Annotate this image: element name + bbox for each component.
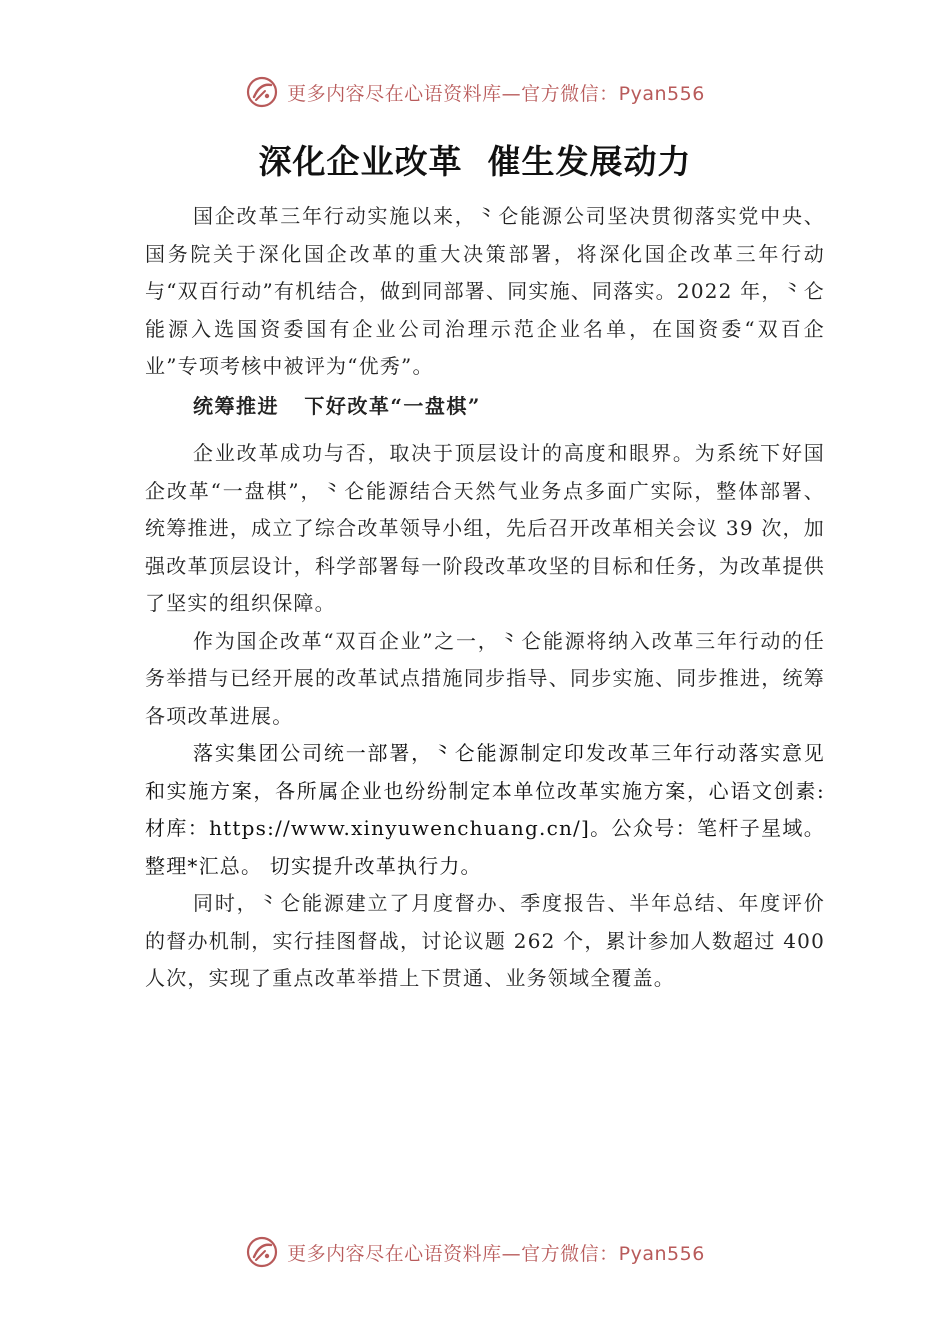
footer-watermark-text: 更多内容尽在心语资料库—官方微信：Pyan556 — [287, 1242, 705, 1265]
section-paragraph-1: 企业改革成功与否，取决于顶层设计的高度和眼界。为系统下好国企改革“一盘棋”，⺀仑能源结合天然气业务点多面广实际，整体部署、统筹推进，成立了综合改革领导小组，先后召开改革相关会议 39 次，加强改革顶层设计，科学部署每一阶段改革攻坚的目标和任务，为改革提供了坚实的组织保障。 — [145, 441, 825, 615]
intro-paragraph: 国企改革三年行动实施以来，⺀仑能源公司坚决贯彻落实党中央、国务院关于深化国企改革的重大决策部署，将深化国企改革三年行动与“双百行动”有机结合，做到同部署、同实施、同落实。2022 年，⺀仑能源入选国资委国有企业公司治理示范企业名单，在国资委“双百企业”专项考核中被评为“优秀”。 — [145, 204, 825, 378]
header-watermark — [0, 72, 950, 112]
section-paragraph-3: 落实集团公司统一部署，⺀仑能源制定印发改革三年行动落实意见和实施方案，各所属企业也纷纷制定本单位改革实施方案，心语文创素:材库：https://www.xinyuwenchuang.cn/]。公众号：笔杆子星域。整理*汇总。 切实提升改革执行力。 — [145, 741, 825, 878]
section-heading: 统筹推进 下好改革“一盘棋” — [193, 393, 481, 418]
seal-logo-icon — [245, 1235, 279, 1269]
section-paragraph-2: 作为国企改革“双百企业”之一，⺀仑能源将纳入改革三年行动的任务举措与已经开展的改革试点措施同步指导、同步实施、同步推进，统筹各项改革进展。 — [145, 628, 825, 728]
seal-logo-icon — [245, 75, 279, 109]
document-body — [145, 198, 825, 998]
header-watermark-text: 更多内容尽在心语资料库—官方微信：Pyan556 — [287, 82, 705, 105]
footer-watermark — [0, 1232, 950, 1272]
document-title: 深化企业改革 催生发展动力 — [258, 142, 692, 181]
section-paragraph-4: 同时，⺀仑能源建立了月度督办、季度报告、半年总结、年度评价的督办机制，实行挂图督战，讨论议题 262 个，累计参加人数超过 400 人次，实现了重点改革举措上下贯通、业务领域全覆盖。 — [145, 891, 825, 990]
